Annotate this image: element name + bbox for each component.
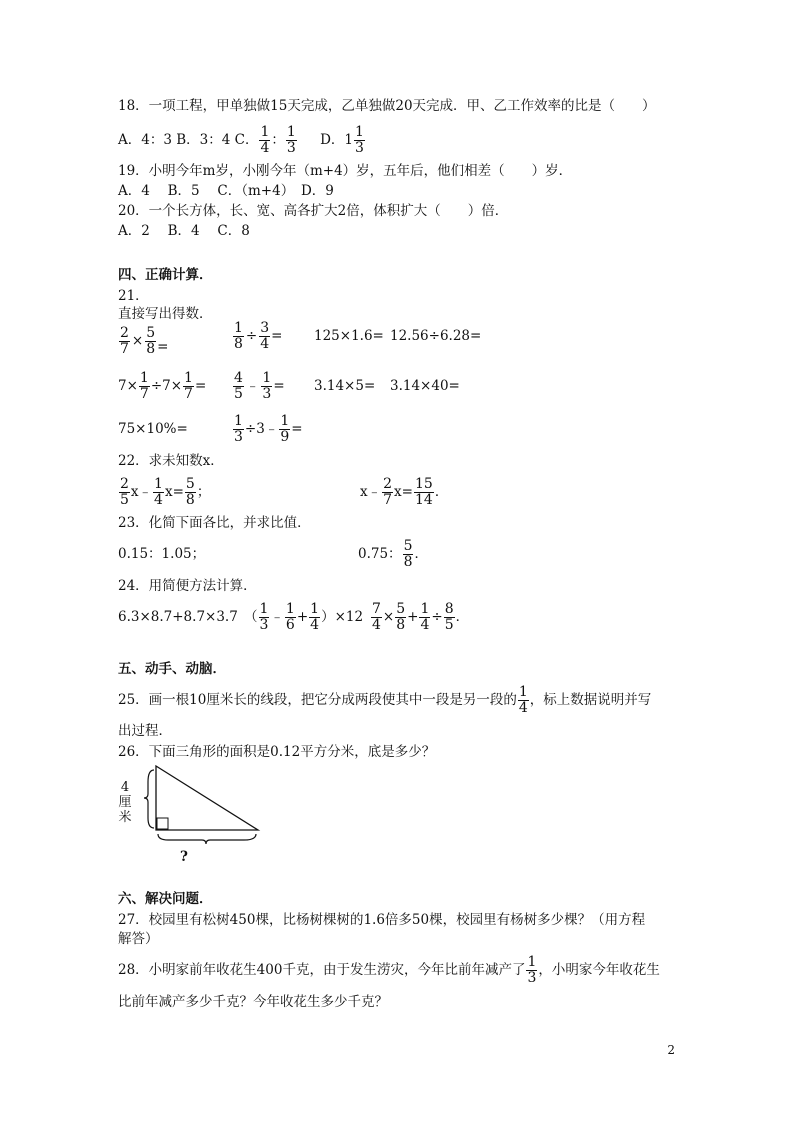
q21-r2-b: $\frac{4}{5}$ ﹣ $\frac{1}{3}$ =: [234, 370, 285, 402]
fraction: $\frac{5}{8}$: [403, 538, 413, 570]
fraction: $\frac{1}{7}$: [184, 370, 193, 402]
fraction: $\frac{5}{8}$: [396, 601, 406, 633]
q22-equation-2: x﹣ $\frac{2}{7}$ x= $\frac{15}{14}$ ．: [360, 476, 449, 508]
section-4-heading: 四、正确计算．: [118, 267, 213, 283]
q26-base-label: ?: [180, 849, 188, 865]
q21-instruction: 直接写出得数．: [118, 306, 213, 322]
q23-b: 0.75： $\frac{5}{8}$ ．: [358, 538, 428, 570]
triangle-figure: [118, 762, 268, 866]
fraction: $\frac{4}{5}$: [234, 370, 243, 402]
fraction: $\frac{1}{8}$: [234, 320, 243, 352]
q20-options: A．2 B．4 C．8: [118, 223, 250, 239]
q21-r1-d: 12.56÷6.28=: [390, 328, 482, 344]
q18-c-fraction-2: $\frac{1}{3}$: [286, 124, 296, 156]
q21-r2-d: 3.14×40=: [390, 378, 460, 394]
q18-option-d: D．1: [320, 132, 354, 148]
q24-c: $\frac{7}{4}$ × $\frac{5}{8}$ + $\frac{1}{4}$ ÷ $\frac{8}{5}$ ．: [372, 601, 470, 633]
fraction: $\frac{8}{5}$: [444, 601, 454, 633]
fraction: $\frac{15}{14}$: [414, 476, 433, 508]
q18-c-fraction-1: $\frac{1}{4}$: [260, 124, 270, 156]
fraction: $\frac{1}{7}$: [139, 370, 149, 402]
q28-line-2: 比前年减产多少千克？今年收花生多少千克？: [118, 994, 388, 1010]
fraction: $\frac{1}{3}$: [234, 413, 243, 445]
q24-text: 24．用简便方法计算．: [118, 578, 257, 594]
fraction: $\frac{1}{4}$: [420, 601, 430, 633]
fraction: $\frac{1}{6}$: [285, 601, 295, 633]
q21-r2-c: 3.14×5=: [314, 378, 376, 394]
section-6-heading: 六、解决问题．: [118, 891, 213, 907]
fraction: $\frac{1}{3}$: [262, 370, 272, 402]
q25-line-2: 出过程．: [118, 723, 172, 739]
q21-number: 21．: [118, 288, 149, 304]
q18-options: [118, 121, 366, 159]
fraction: $\frac{5}{8}$: [185, 476, 195, 508]
fraction: $\frac{2}{7}$: [120, 325, 129, 357]
q27-line-2: 解答）: [118, 931, 159, 947]
q24-b: （ $\frac{1}{3}$ ﹣ $\frac{1}{6}$ + $\frac{1}{4}$ ）×12: [244, 601, 364, 633]
q18-colon: ：: [271, 132, 285, 148]
q23-a: 0.15：1.05；: [118, 546, 206, 562]
q22-equation-1: $\frac{2}{5}$ x﹣ $\frac{1}{4}$ x= $\frac{5}{8}$ ；: [120, 476, 211, 508]
fraction: $\frac{1}{4}$: [310, 601, 320, 633]
fraction: $\frac{1}{9}$: [280, 413, 290, 445]
q25-line-1: 25．画一根10厘米长的线段，把它分成两段使其中一段是另一段的 $\frac{1}{4}$ ，标上数据说明并写: [118, 684, 652, 716]
q26-text: 26．下面三角形的面积是0.12平方分米，底是多少？: [118, 744, 436, 760]
q26-height-label: 4厘米: [118, 780, 132, 825]
fraction: $\frac{3}{4}$: [260, 320, 270, 352]
fraction: $\frac{5}{8}$: [146, 325, 156, 357]
q18-option-ab: A．4：3 B．3：4 C．: [118, 132, 259, 148]
q21-r1-b: $\frac{1}{8}$ ÷ $\frac{3}{4}$ =: [234, 320, 283, 352]
q22-text: 22．求未知数x．: [118, 453, 224, 469]
q21-r2-a: 7× $\frac{1}{7}$ ÷7× $\frac{1}{7}$ =: [118, 370, 207, 402]
q18-d-fraction: $\frac{1}{3}$: [355, 124, 364, 156]
fraction: $\frac{7}{4}$: [372, 601, 381, 633]
fraction: $\frac{1}{3}$: [527, 954, 537, 986]
fraction: $\frac{1}{4}$: [518, 684, 528, 716]
q18-text: 18．一项工程，甲单独做15天完成，乙单独做20天完成．甲、乙工作效率的比是（ ）: [118, 98, 656, 114]
q28-line-1: 28．小明家前年收花生400千克，由于发生涝灾，今年比前年减产了 $\frac{1}{3}$ ，小明家今年收花生: [118, 954, 660, 986]
fraction: $\frac{1}{3}$: [259, 601, 269, 633]
q19-options: A．4 B．5 C．（m+4） D．9: [118, 183, 334, 199]
page-number: 2: [667, 1043, 675, 1057]
section-5-heading: 五、动手、动脑．: [118, 661, 226, 677]
q19-text: 19．小明今年m岁，小刚今年（m+4）岁，五年后，他们相差（ ）岁．: [118, 163, 573, 179]
q20-text: 20．一个长方体，长、宽、高各扩大2倍，体积扩大（ ）倍．: [118, 203, 509, 219]
q21-r3-a: 75×10%=: [118, 421, 188, 437]
q27-line-1: 27．校园里有松树450棵，比杨树棵树的1.6倍多50棵，校园里有杨树多少棵？（用方程: [118, 912, 646, 928]
q23-text: 23．化简下面各比，并求比值．: [118, 515, 311, 531]
q21-r1-a: $\frac{2}{7}$ × $\frac{5}{8}$ =: [120, 325, 169, 357]
q21-r3-b: $\frac{1}{3}$ ÷3﹣ $\frac{1}{9}$ =: [234, 413, 303, 445]
fraction: $\frac{2}{7}$: [383, 476, 393, 508]
q24-a: 6.3×8.7+8.7×3.7: [118, 609, 238, 625]
q21-r1-c: 125×1.6=: [314, 328, 384, 344]
fraction: $\frac{1}{4}$: [154, 476, 163, 508]
fraction: $\frac{2}{5}$: [120, 476, 129, 508]
